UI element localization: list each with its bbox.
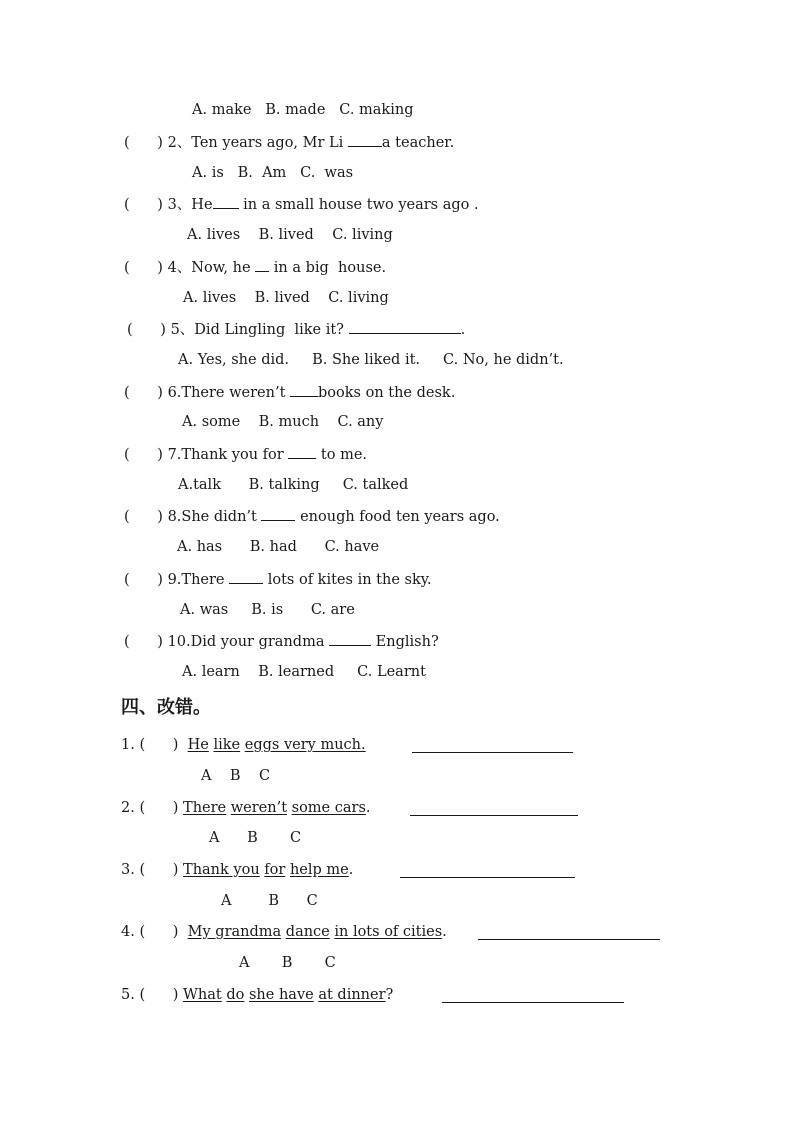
answer-line-5[interactable]	[442, 1002, 624, 1003]
part-a: There	[183, 800, 227, 816]
q9-prefix: ( ) 9.There	[124, 572, 230, 588]
part-c: eggs very much.	[244, 737, 366, 753]
q2-blank[interactable]	[348, 132, 382, 147]
correction-item-5	[121, 985, 393, 1005]
punctuation: .	[442, 924, 447, 940]
item-number: 5. ( )	[121, 987, 184, 1003]
q8-options: A. has B. had C. have	[177, 539, 380, 555]
part-b: for	[264, 862, 286, 878]
q4-blank[interactable]	[255, 257, 269, 272]
part-b: dance	[285, 924, 330, 940]
q6-blank[interactable]	[290, 382, 318, 397]
part-b: do	[226, 987, 245, 1003]
part-a: What	[183, 987, 222, 1003]
q4-stem	[124, 257, 386, 278]
correction-item-1	[121, 735, 366, 755]
item-4-labels: A B C	[239, 955, 336, 971]
q10-stem	[124, 631, 439, 652]
q2-suffix: a teacher.	[381, 135, 455, 151]
q6-suffix: books on the desk.	[318, 385, 456, 401]
q1-options: A. make B. made C. making	[192, 102, 414, 118]
q5-blank[interactable]	[349, 319, 461, 334]
q3-prefix: ( ) 3、He	[124, 197, 213, 213]
part-c: in lots of cities	[334, 924, 443, 940]
q4-options: A. lives B. lived C. living	[183, 290, 389, 306]
q3-stem	[124, 194, 479, 215]
q3-suffix: in a small house two years ago .	[238, 197, 479, 213]
q2-prefix: ( ) 2、Ten years ago, Mr Li	[124, 135, 348, 151]
part-c: help me	[289, 862, 349, 878]
q8-prefix: ( ) 8.She didn’t	[124, 509, 262, 525]
part-a: Thank you	[183, 862, 260, 878]
q7-blank[interactable]	[288, 444, 316, 459]
q2-stem	[124, 132, 454, 153]
section-heading: 四、改错。	[121, 697, 211, 718]
q9-stem	[124, 569, 432, 590]
q6-prefix: ( ) 6.There weren’t	[124, 385, 291, 401]
q2-options: A. is B. Am C. was	[192, 165, 354, 181]
q4-prefix: ( ) 4、Now, he	[124, 260, 256, 276]
punctuation: .	[365, 800, 371, 816]
q7-stem	[124, 444, 367, 465]
correction-item-3	[121, 860, 353, 880]
part-c: she have	[248, 987, 314, 1003]
q7-suffix: to me.	[316, 447, 368, 463]
item-number: 2. ( )	[121, 800, 184, 816]
item-3-labels: A B C	[221, 893, 318, 909]
q3-options: A. lives B. lived C. living	[187, 227, 393, 243]
q10-options: A. learn B. learned C. Learnt	[182, 664, 426, 680]
q4-suffix: in a big house.	[269, 260, 387, 276]
q3-blank[interactable]	[213, 194, 239, 209]
punctuation: .	[348, 862, 354, 878]
q8-blank[interactable]	[261, 506, 295, 521]
q10-suffix: English?	[371, 634, 439, 650]
q6-stem	[124, 382, 455, 403]
answer-line-4[interactable]	[478, 939, 660, 940]
part-a: He	[187, 737, 209, 753]
answer-line-2[interactable]	[410, 815, 578, 816]
q10-prefix: ( ) 10.Did your grandma	[124, 634, 330, 650]
item-number: 1. ( )	[121, 737, 188, 753]
q9-suffix: lots of kites in the sky.	[263, 572, 432, 588]
q6-options: A. some B. much C. any	[182, 414, 384, 430]
answer-line-3[interactable]	[400, 877, 575, 878]
q7-prefix: ( ) 7.Thank you for	[124, 447, 289, 463]
q8-suffix: enough food ten years ago.	[295, 509, 500, 525]
item-1-labels: A B C	[201, 768, 271, 784]
q9-options: A. was B. is C. are	[180, 602, 355, 618]
q5-options: A. Yes, she did. B. She liked it. C. No, he didn’t.	[178, 352, 564, 368]
q5-prefix: ( ) 5、Did Lingling like it?	[127, 322, 349, 338]
q10-blank[interactable]	[329, 631, 371, 646]
part-c: some cars	[291, 800, 366, 816]
part-d: at dinner	[318, 987, 386, 1003]
q5-suffix: .	[460, 322, 466, 338]
item-number: 4. ( )	[121, 924, 188, 940]
correction-item-2	[121, 798, 371, 818]
item-2-labels: A B C	[209, 830, 302, 846]
correction-item-4	[121, 922, 447, 942]
punctuation: ?	[385, 987, 394, 1003]
q7-options: A.talk B. talking C. talked	[178, 477, 409, 493]
part-a: My grandma	[187, 924, 282, 940]
part-b: weren’t	[230, 800, 288, 816]
answer-line-1[interactable]	[412, 752, 573, 753]
item-number: 3. ( )	[121, 862, 184, 878]
q8-stem	[124, 506, 500, 527]
part-b: like	[213, 737, 241, 753]
q9-blank[interactable]	[229, 569, 263, 584]
q5-stem	[127, 319, 465, 340]
